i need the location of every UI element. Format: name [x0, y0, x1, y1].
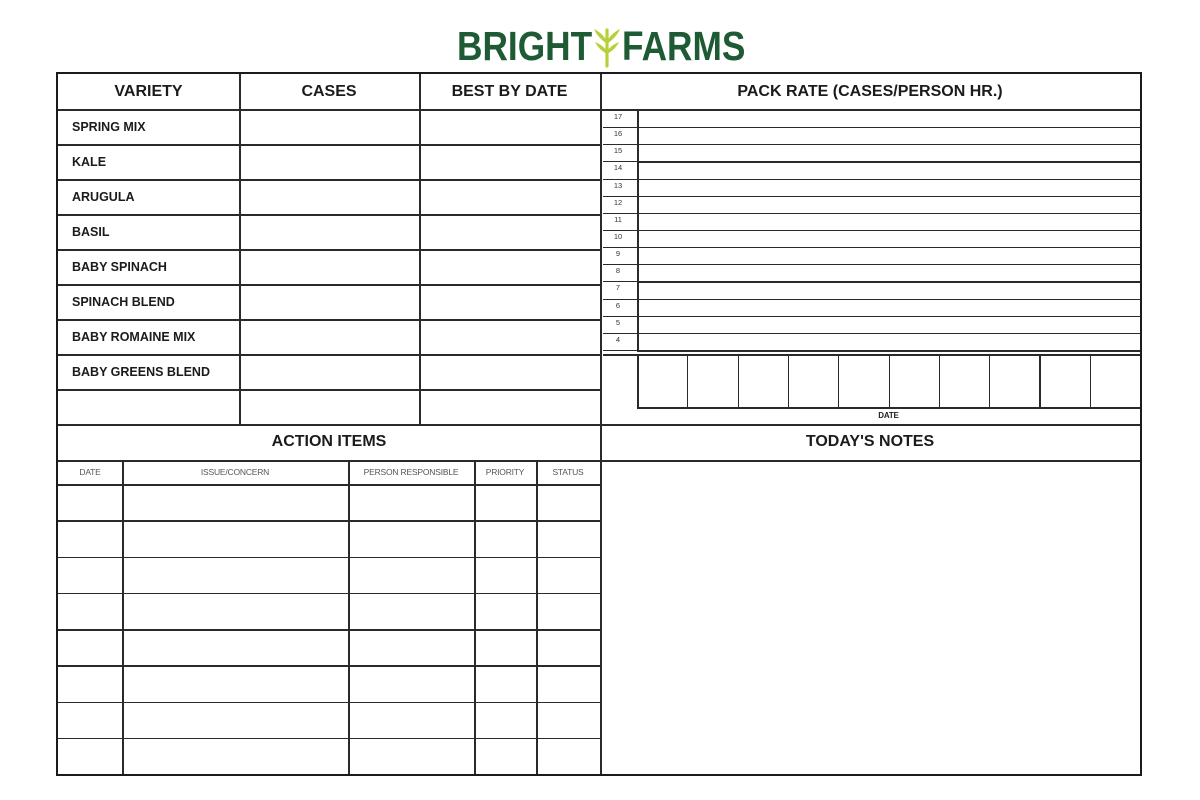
- variety-label: SPRING MIX: [72, 119, 146, 134]
- pack-rate-gridline: [637, 333, 1140, 334]
- action-item-cell: [538, 522, 598, 554]
- action-item-cell: [124, 704, 346, 736]
- action-item-cell: [538, 740, 598, 772]
- pack-rate-tick-line: [603, 213, 637, 214]
- person-column-header: PERSON RESPONSIBLE: [363, 467, 459, 477]
- cases-cell: [241, 216, 417, 247]
- pack-rate-gridline: [637, 161, 1140, 162]
- pack-rate-tick-line: [603, 281, 637, 282]
- date-axis-label: DATE: [878, 411, 899, 420]
- date-box-divider: [687, 354, 688, 407]
- brand-logo: [0, 20, 1200, 72]
- pack-rate-tick-label: 7: [615, 283, 621, 293]
- action-item-cell: [60, 667, 120, 699]
- action-item-cell: [350, 486, 472, 518]
- cases-cell: [241, 391, 417, 422]
- pack-rate-tick-label: 14: [613, 163, 623, 173]
- pack-rate-tick-line: [603, 264, 637, 265]
- pack-rate-tick-line: [603, 350, 637, 351]
- action-item-cell: [60, 704, 120, 736]
- date-box: [790, 356, 836, 405]
- pack-rate-y-axis: [637, 110, 639, 350]
- action-item-cell: [124, 740, 346, 772]
- date-box: [1041, 356, 1087, 405]
- cases-cell: [241, 356, 417, 387]
- action-item-cell: [350, 595, 472, 627]
- action-item-cell: [60, 522, 120, 554]
- date-box-divider: [1039, 354, 1040, 407]
- pack-rate-tick-line: [603, 127, 637, 128]
- brand-name-left: BRIGHT: [456, 22, 592, 69]
- action-items-title: ACTION ITEMS: [271, 433, 387, 450]
- best-by-date-cell: [421, 111, 598, 142]
- action-item-cell: [350, 740, 472, 772]
- pack-rate-tick-label: 12: [613, 197, 623, 207]
- best-by-date-cell: [421, 356, 598, 387]
- action-item-cell: [350, 631, 472, 663]
- pack-rate-gridline: [637, 230, 1140, 231]
- date-box-divider: [1090, 354, 1091, 407]
- variety-label: BASIL: [72, 224, 110, 239]
- pack-rate-gridline: [637, 299, 1140, 300]
- pack-rate-gridline: [637, 247, 1140, 248]
- action-item-cell: [476, 522, 534, 554]
- leaf-icon: [590, 24, 624, 68]
- date-box-divider: [939, 354, 940, 407]
- date-box-divider: [788, 354, 789, 407]
- action-item-cell: [350, 667, 472, 699]
- variety-label: BABY SPINACH: [72, 259, 167, 274]
- action-item-cell: [538, 667, 598, 699]
- pack-rate-gridline: [637, 127, 1140, 128]
- variety-label: BABY GREENS BLEND: [72, 364, 210, 379]
- pack-rate-gridline: [637, 316, 1140, 317]
- action-item-cell: [476, 486, 534, 518]
- pack-rate-tick-label: 4: [615, 334, 621, 344]
- action-item-cell: [60, 559, 120, 591]
- pack-rate-gridline: [637, 179, 1140, 180]
- action-item-cell: [476, 740, 534, 772]
- pack-rate-tick-line: [603, 299, 637, 300]
- pack-rate-tick-line: [603, 316, 637, 317]
- date-box: [941, 356, 987, 405]
- action-item-cell: [538, 631, 598, 663]
- cases-cell: [241, 111, 417, 142]
- pack-rate-tick-label: 10: [613, 232, 623, 241]
- best-by-date-cell: [421, 286, 598, 317]
- pack-rate-gridline: [637, 196, 1140, 197]
- brand-name-right: FARMS: [621, 22, 746, 69]
- best-by-date-cell: [421, 251, 598, 282]
- action-item-cell: [350, 559, 472, 591]
- action-item-cell: [124, 559, 346, 591]
- pack-rate-gridline: [637, 110, 1140, 111]
- action-item-cell: [124, 486, 346, 518]
- best-by-date-cell: [421, 391, 598, 422]
- variety-label: ARUGULA: [72, 189, 135, 204]
- pack-rate-gridline: [637, 144, 1140, 145]
- pack-rate-gridline: [637, 213, 1140, 214]
- pack-rate-tick-label: 9: [615, 249, 621, 259]
- action-item-cell: [124, 667, 346, 699]
- best-by-date-cell: [421, 216, 598, 247]
- action-item-cell: [60, 595, 120, 627]
- pack-rate-gridline: [637, 281, 1140, 282]
- variety-label: KALE: [72, 154, 107, 169]
- todays-notes-title: TODAY'S NOTES: [805, 433, 935, 450]
- pack-rate-tick-line: [603, 247, 637, 248]
- pack-rate-tick-line: [603, 144, 637, 145]
- date-box: [689, 356, 735, 405]
- action-item-cell: [350, 704, 472, 736]
- variety-label: BABY ROMAINE MIX: [72, 329, 196, 344]
- notes-area: [604, 464, 1136, 770]
- pack-rate-tick-line: [603, 196, 637, 197]
- date-box: [639, 356, 685, 405]
- action-item-cell: [538, 704, 598, 736]
- pack-rate-tick-label: 16: [613, 129, 623, 139]
- action-item-cell: [476, 704, 534, 736]
- action-item-cell: [476, 595, 534, 627]
- issue-column-header: ISSUE/CONCERN: [200, 467, 270, 477]
- action-item-cell: [476, 667, 534, 699]
- pack-rate-tick-label: 5: [615, 317, 621, 327]
- pack-rate-title: PACK RATE (CASES/PERSON HR.): [737, 82, 1003, 100]
- date-box: [840, 356, 886, 405]
- variety-label: [72, 389, 237, 424]
- pack-rate-tick-label: 17: [613, 112, 623, 121]
- action-item-cell: [538, 595, 598, 627]
- action-item-cell: [60, 486, 120, 518]
- pack-rate-tick-line: [603, 161, 637, 162]
- pack-rate-tick-label: 6: [615, 300, 621, 310]
- date-box: [1092, 356, 1138, 405]
- date-box-divider: [889, 354, 890, 407]
- best-by-date-cell: [421, 321, 598, 352]
- cases-cell: [241, 251, 417, 282]
- action-item-cell: [60, 740, 120, 772]
- pack-rate-tick-label: 11: [614, 214, 622, 224]
- cases-cell: [241, 286, 417, 317]
- action-item-cell: [124, 595, 346, 627]
- date-box-divider: [989, 354, 990, 407]
- variety-label: SPINACH BLEND: [72, 294, 175, 309]
- action-item-cell: [124, 631, 346, 663]
- date-box-divider: [838, 354, 839, 407]
- date-box: [740, 356, 786, 405]
- action-item-cell: [124, 522, 346, 554]
- pack-rate-gridline: [637, 264, 1140, 265]
- pack-rate-tick-line: [603, 230, 637, 231]
- pack-rate-tick-label: 13: [613, 180, 623, 190]
- action-item-cell: [350, 522, 472, 554]
- pack-rate-tick-line: [603, 179, 637, 180]
- cases-header: CASES: [301, 82, 357, 100]
- pack-rate-tick-label: 8: [615, 266, 621, 276]
- best-by-date-cell: [421, 146, 598, 177]
- date-column-header: DATE: [79, 467, 101, 477]
- variety-header: VARIETY: [114, 82, 183, 100]
- date-box: [891, 356, 937, 405]
- date-box-divider: [738, 354, 739, 407]
- action-item-cell: [476, 631, 534, 663]
- status-column-header: STATUS: [552, 467, 584, 477]
- best-by-date-header: BEST BY DATE: [451, 82, 568, 100]
- action-item-cell: [538, 559, 598, 591]
- cases-cell: [241, 181, 417, 212]
- pack-rate-tick-label: 15: [613, 146, 623, 156]
- action-item-cell: [538, 486, 598, 518]
- best-by-date-cell: [421, 181, 598, 212]
- priority-column-header: PRIORITY: [485, 467, 525, 477]
- action-item-cell: [60, 631, 120, 663]
- action-item-cell: [476, 559, 534, 591]
- pack-rate-tick-line: [603, 333, 637, 334]
- production-board: [56, 72, 1142, 776]
- cases-cell: [241, 146, 417, 177]
- cases-cell: [241, 321, 417, 352]
- date-box: [991, 356, 1037, 405]
- pack-rate-gridline: [637, 350, 1140, 352]
